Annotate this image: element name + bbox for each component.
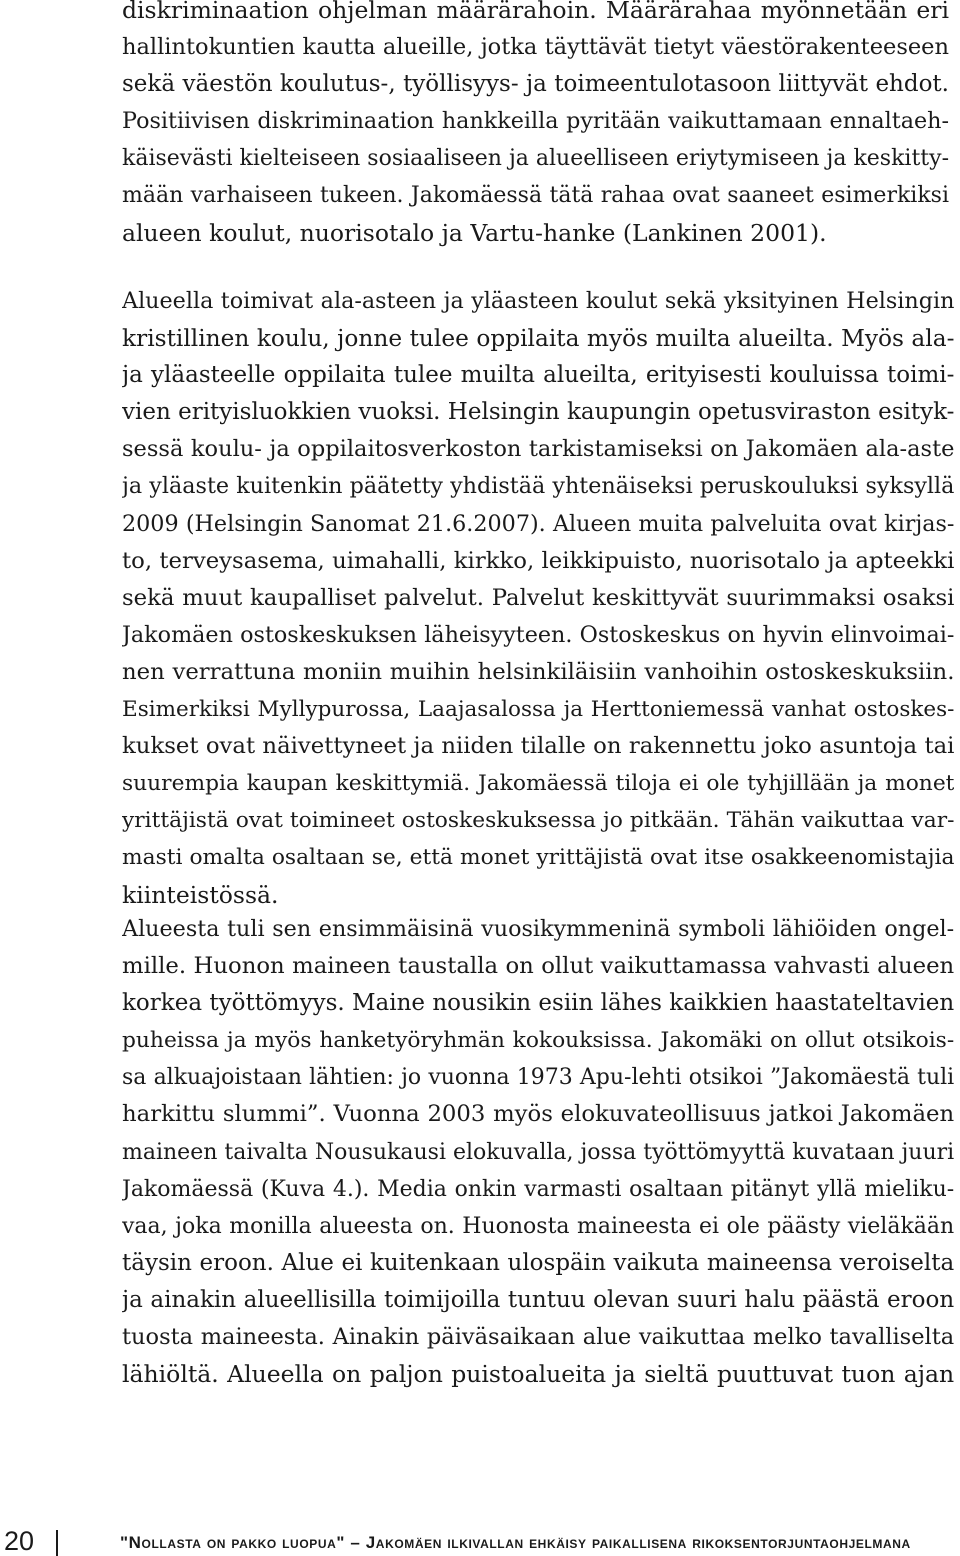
text-line: korkea työttömyys. Maine nousikin esiin lähes kaikkien haastateltavien	[122, 990, 955, 1017]
text-line: täysin eroon. Alue ei kuitenkaan ulospäin vaikuta maineensa veroiselta	[122, 1249, 955, 1276]
text-line: ja ainakin alueellisilla toimijoilla tuntuu olevan suuri halu päästä eroon	[122, 1286, 955, 1313]
text-line: ja yläasteelle oppilaita tulee muilta alueilta, erityisesti kouluissa toimi-	[122, 362, 955, 389]
paragraph-3	[122, 911, 954, 1393]
text-line: masti omalta osaltaan se, että monet yrittäjistä ovat itse osakkeenomistajia	[122, 845, 955, 871]
page-footer	[0, 1526, 960, 1556]
text-line: maineen taivalta Nousukausi elokuvalla, jossa työttömyyttä kuvataan juuri	[122, 1139, 955, 1165]
text-line: ja yläaste kuitenkin päätetty yhdistää yhtenäiseksi peruskouluksi syksyllä	[122, 473, 955, 500]
text-line: Alueesta tuli sen ensimmäisinä vuosikymmeninä symboli lähiöiden ongel-	[122, 916, 955, 942]
text-line: hallintokuntien kautta alueille, jotka täyttävät tietyt väestörakenteeseen	[122, 34, 949, 61]
text-line: 2009 (Helsingin Sanomat 21.6.2007). Alueen muita palveluita ovat kirjas-	[122, 510, 955, 537]
text-line: sa alkuajoistaan lähtien: jo vuonna 1973 Apu-lehti otsikoi ”Jakomäestä tuli	[122, 1065, 955, 1091]
text-line: Alueella toimivat ala-asteen ja yläasteen koulut sekä yksityinen Helsingin	[122, 288, 955, 314]
text-line: kukset ovat näivettyneet ja niiden tilalle on rakennettu joko asuntoja tai	[122, 733, 955, 760]
text-line: Jakomäessä (Kuva 4.). Media onkin varmasti osaltaan pitänyt yllä mieliku-	[122, 1176, 955, 1202]
text-line: alueen koulut, nuorisotalo ja Vartu-hanke (Lankinen 2001).	[122, 218, 827, 247]
text-line: vaa, joka monilla alueesta on. Huonosta maineesta ei ole päästy vieläkään	[122, 1213, 955, 1239]
text-line: mille. Huonon maineen taustalla on ollut vaikuttamassa vahvasti alueen	[122, 953, 955, 980]
paragraph-2	[122, 283, 954, 914]
text-line: lähiöltä. Alueella on paljon puistoalueita ja sieltä puuttuvat tuon ajan	[122, 1360, 955, 1389]
text-line: sekä väestön koulutus-, työllisyys- ja toimeentulotasoon liittyvät ehdot.	[122, 71, 949, 98]
running-head: "Nollasta on pakko luopua" – Jakomäen ilkivallan ehkäisy paikallisena rikoksentorjuntaohjelmana	[120, 1533, 911, 1552]
page-number: 20	[4, 1526, 35, 1556]
text-line: puheissa ja myös hanketyöryhmän kokouksissa. Jakomäki on ollut otsikois-	[122, 1028, 955, 1054]
text-line: Esimerkiksi Myllypurossa, Laajasalossa ja Herttoniemessä vanhat ostoskes-	[122, 697, 955, 723]
text-line: kristillinen koulu, jonne tulee oppilaita myös muilta alueilta. Myös ala-	[122, 325, 955, 353]
footer-divider	[56, 1530, 58, 1556]
text-line: harkittu slummi”. Vuonna 2003 myös elokuvateollisuus jatkoi Jakomäen	[122, 1101, 955, 1128]
text-line: kiinteistössä.	[122, 880, 279, 909]
text-line: diskriminaation ohjelman määrärahoin. Määrärahaa myönnetään eri	[122, 0, 949, 24]
text-line: mään varhaiseen tukeen. Jakomäessä tätä rahaa ovat saaneet esimerkiksi	[122, 183, 949, 209]
text-line: nen verrattuna moniin muihin helsinkiläisiin vanhoihin ostoskeskuksiin.	[122, 658, 955, 685]
text-line: vien erityisluokkien vuoksi. Helsingin kaupungin opetusviraston esityk-	[122, 399, 955, 426]
text-line: suurempia kaupan keskittymiä. Jakomäessä tiloja ei ole tyhjillään ja monet	[122, 771, 955, 797]
paragraph-1	[122, 0, 949, 252]
text-line: käisevästi kielteiseen sosiaaliseen ja alueelliseen eriytymiseen ja keskitty-	[122, 146, 949, 172]
text-line: Positiivisen diskriminaation hankkeilla pyritään vaikuttamaan ennaltaeh-	[122, 108, 949, 135]
text-line: tuosta maineesta. Ainakin päiväsaikaan alue vaikuttaa melko tavalliselta	[122, 1324, 955, 1351]
text-line: Jakomäen ostoskeskuksen läheisyyteen. Ostoskeskus on hyvin elinvoimai-	[122, 621, 955, 648]
text-line: yrittäjistä ovat toimineet ostoskeskuksessa jo pitkään. Tähän vaikuttaa var-	[122, 808, 955, 834]
text-line: sekä muut kaupalliset palvelut. Palvelut keskittyvät suurimmaksi osaksi	[122, 584, 955, 611]
text-line: sessä koulu- ja oppilaitosverkoston tarkistamiseksi on Jakomäen ala-aste	[122, 436, 955, 463]
text-line: to, terveysasema, uimahalli, kirkko, leikkipuisto, nuorisotalo ja apteekki	[122, 547, 955, 574]
